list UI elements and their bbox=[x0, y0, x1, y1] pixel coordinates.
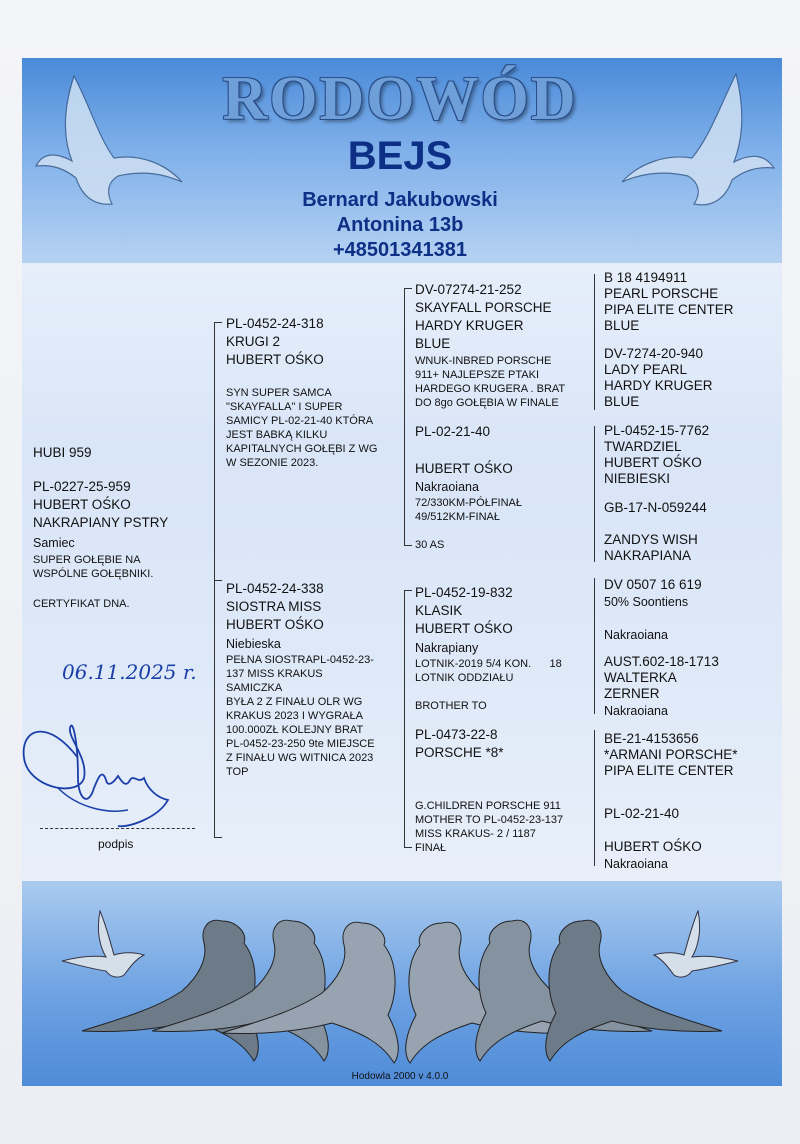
ancestor-line: ZANDYS WISH bbox=[604, 532, 698, 547]
signature-label: podpis bbox=[98, 837, 134, 851]
ff-note-line: HARDEGO KRUGERA . BRAT bbox=[415, 383, 566, 395]
father-name: KRUGI 2 bbox=[226, 334, 281, 349]
ancestor-line: HUBERT OŚKO bbox=[604, 839, 702, 854]
ancestor-line: GB-17-N-059244 bbox=[604, 500, 707, 515]
mm-note-line: MOTHER TO PL-0452-23-137 bbox=[415, 814, 564, 826]
document-title: RODOWÓD bbox=[222, 65, 578, 133]
ff-note-line: DO 8go GOŁĘBIA W FINALE bbox=[415, 397, 559, 409]
father-note-line: W SEZONIE 2023. bbox=[226, 457, 319, 469]
mf-note-line: BROTHER TO bbox=[415, 700, 487, 712]
ancestor-line: PIPA ELITE CENTER bbox=[604, 763, 734, 778]
bracket-gen2-upper bbox=[404, 288, 405, 546]
bracket-gen3 bbox=[594, 274, 595, 410]
ancestor-line: BLUE bbox=[604, 318, 640, 333]
bracket-gen3 bbox=[594, 730, 595, 866]
signature-line bbox=[40, 828, 195, 829]
subject-note-line: WSPÓLNE GOŁĘBNIKI. bbox=[33, 568, 154, 580]
father-ring: PL-0452-24-318 bbox=[226, 316, 324, 331]
father-breeder: HUBERT OŚKO bbox=[226, 352, 324, 367]
mother-note-line: PL-0452-23-250 9te MIEJSCE bbox=[226, 738, 375, 750]
ff-note-line: 911+ NAJLEPSZE PTAKI bbox=[415, 369, 540, 381]
subject-sex: Samiec bbox=[33, 536, 75, 550]
pigeon-icon bbox=[82, 920, 722, 1063]
mf-breeder: HUBERT OŚKO bbox=[415, 621, 513, 636]
ancestor-line: TWARDZIEL bbox=[604, 439, 682, 454]
mother-note-line: PEŁNA SIOSTRAPL-0452-23- bbox=[226, 654, 374, 666]
mf-name: KLASIK bbox=[415, 603, 463, 618]
mother-name: SIOSTRA MISS bbox=[226, 599, 322, 614]
bracket-tick bbox=[404, 288, 412, 289]
signature-date: 06.11.2025 r. bbox=[62, 660, 197, 684]
subject-breeder: HUBERT OŚKO bbox=[33, 497, 131, 512]
subject-note-line: SUPER GOŁĘBIE NA bbox=[33, 554, 141, 566]
owner-name: Bernard Jakubowski bbox=[302, 189, 498, 211]
ancestor-line: PIPA ELITE CENTER bbox=[604, 302, 734, 317]
fm-note-line: 49/512KM-FINAŁ bbox=[415, 511, 500, 523]
ancestor-line: LADY PEARL bbox=[604, 362, 688, 377]
mm-name: PORSCHE *8* bbox=[415, 745, 504, 760]
subject-nickname: HUBI 959 bbox=[33, 445, 92, 460]
ancestor-line: WALTERKA bbox=[604, 670, 677, 685]
father-note-line: KAPITALNYCH GOŁĘBI Z WG bbox=[226, 443, 378, 455]
ancestor-line: Nakraoiana bbox=[604, 628, 668, 642]
ancestor-line: Nakraoiana bbox=[604, 704, 668, 718]
mm-note-line: G.CHILDREN PORSCHE 911 bbox=[415, 800, 561, 812]
ancestor-line: ZERNER bbox=[604, 686, 660, 701]
bracket-tick bbox=[404, 590, 412, 591]
ff-breeder: HARDY KRUGER bbox=[415, 318, 524, 333]
mother-note-line: 137 MISS KRAKUS bbox=[226, 668, 323, 680]
subject-ring: PL-0227-25-959 bbox=[33, 479, 131, 494]
ancestor-line: HARDY KRUGER bbox=[604, 378, 713, 393]
bracket-tick bbox=[404, 545, 412, 546]
ff-name: SKAYFALL PORSCHE bbox=[415, 300, 552, 315]
ancestor-line: Nakraoiana bbox=[604, 857, 668, 871]
mother-note-line: TOP bbox=[226, 766, 249, 778]
document-subtitle: BEJS bbox=[347, 134, 453, 178]
mf-note-line: LOTNIK ODDZIAŁU bbox=[415, 672, 514, 684]
mm-ring: PL-0473-22-8 bbox=[415, 727, 498, 742]
mm-note-line: MISS KRAKUS- 2 / 1187 bbox=[415, 828, 536, 840]
father-note-line: SAMICY PL-02-21-40 KTÓRA bbox=[226, 415, 374, 427]
bracket-gen2-lower bbox=[404, 590, 405, 848]
bracket-tick bbox=[214, 580, 222, 581]
ancestor-line: DV 0507 16 619 bbox=[604, 577, 702, 592]
ff-color: BLUE bbox=[415, 336, 451, 351]
fm-breeder: HUBERT OŚKO bbox=[415, 461, 513, 476]
software-credit: Hodowla 2000 v 4.0.0 bbox=[351, 1071, 449, 1082]
ancestor-line: *ARMANI PORSCHE* bbox=[604, 747, 738, 762]
mf-note-line: LOTNIK-2019 5/4 KON. 18 bbox=[415, 658, 562, 670]
ancestor-line: DV-7274-20-940 bbox=[604, 346, 704, 361]
owner-address: Antonina 13b bbox=[336, 214, 464, 236]
bracket-tick bbox=[214, 322, 222, 323]
bracket-gen3 bbox=[594, 426, 595, 562]
father-note-line: SYN SUPER SAMCA bbox=[226, 387, 332, 399]
mother-note-line: SAMICZKA bbox=[226, 682, 283, 694]
mother-note-line: 100.000ZŁ KOLEJNY BRAT bbox=[226, 724, 364, 736]
father-note-line: JEST BABKĄ KILKU bbox=[226, 429, 328, 441]
subject-color: NAKRAPIANY PSTRY bbox=[33, 515, 169, 530]
mother-note-line: KRAKUS 2023 I WYGRAŁA bbox=[226, 710, 363, 722]
mother-note-line: Z FINAŁU WG WITNICA 2023 bbox=[226, 752, 374, 764]
dove-icon bbox=[62, 911, 738, 977]
mother-color: Niebieska bbox=[226, 637, 281, 651]
ancestor-line: BE-21-4153656 bbox=[604, 731, 699, 746]
mother-note-line: BYŁA 2 Z FINAŁU OLR WG bbox=[226, 696, 363, 708]
ancestor-line: 50% Soontiens bbox=[604, 595, 689, 609]
bracket-tick bbox=[214, 837, 222, 838]
fm-color: Nakraoiana bbox=[415, 480, 479, 494]
ff-note-line: WNUK-INBRED PORSCHE bbox=[415, 355, 552, 367]
ancestor-line: PEARL PORSCHE bbox=[604, 286, 719, 301]
ancestor-line: AUST.602-18-1713 bbox=[604, 654, 719, 669]
subject-certificate: CERTYFIKAT DNA. bbox=[33, 598, 130, 610]
owner-phone: +48501341381 bbox=[332, 239, 468, 261]
father-note-line: "SKAYFALLA" I SUPER bbox=[226, 401, 343, 413]
ancestor-line: PL-02-21-40 bbox=[604, 806, 680, 821]
handwritten-signature bbox=[18, 718, 178, 833]
fm-note-line: 30 AS bbox=[415, 539, 445, 551]
mother-ring: PL-0452-24-338 bbox=[226, 581, 324, 596]
ancestor-line: B 18 4194911 bbox=[604, 270, 688, 285]
mother-breeder: HUBERT OŚKO bbox=[226, 617, 324, 632]
bracket-tick bbox=[404, 847, 412, 848]
ancestor-line: PL-0452-15-7762 bbox=[604, 423, 710, 438]
mf-color: Nakrapiany bbox=[415, 641, 479, 655]
ancestor-line: HUBERT OŚKO bbox=[604, 455, 702, 470]
bracket-gen3 bbox=[594, 578, 595, 714]
ff-ring: DV-07274-21-252 bbox=[415, 282, 522, 297]
mm-note-line: FINAŁ bbox=[415, 842, 447, 854]
mf-ring: PL-0452-19-832 bbox=[415, 585, 513, 600]
ancestor-line: BLUE bbox=[604, 394, 640, 409]
ancestor-line: NIEBIESKI bbox=[604, 471, 671, 486]
fm-ring: PL-02-21-40 bbox=[415, 424, 491, 439]
fm-note-line: 72/330KM-PÓŁFINAŁ bbox=[415, 497, 522, 509]
pigeon-illustration bbox=[22, 881, 782, 1086]
ancestor-line: NAKRAPIANA bbox=[604, 548, 692, 563]
